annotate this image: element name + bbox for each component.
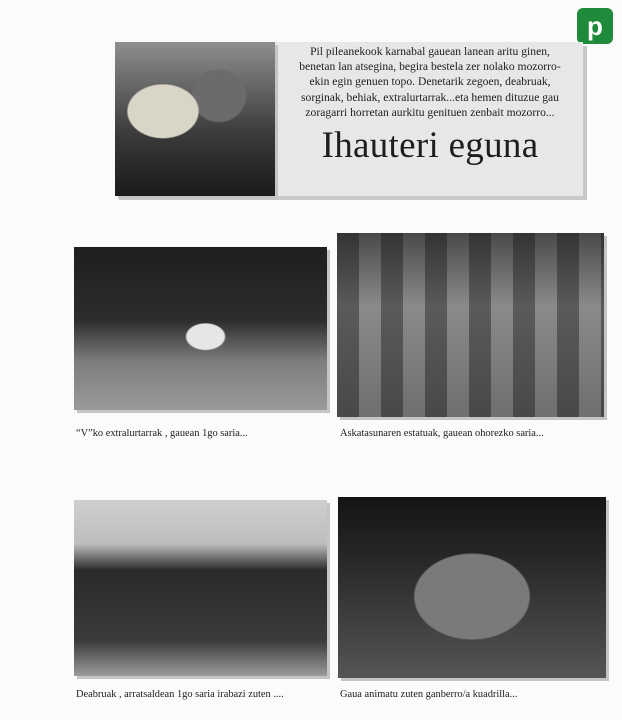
intro-line: sorginak, behiak, extralurtarrak...eta hemen dituzue gau: [301, 90, 559, 104]
logo-badge: [577, 8, 613, 44]
photo-aliens: [74, 247, 327, 410]
photo-group: [338, 497, 606, 678]
photo-caption: “V”ko extralurtarrak , gauean 1go saria...: [76, 428, 248, 439]
intro-line: Pil pileanekook karnabal gauean lanean aritu ginen,: [310, 45, 550, 58]
page-title: Ihauteri eguna: [321, 125, 539, 166]
logo-letter: p: [587, 11, 603, 41]
intro-line: zoragarri horretan aurkitu genituen zenbait mozorro...: [305, 105, 555, 119]
photo-caption: Askatasunaren estatuak, gauean ohorezko saria...: [340, 428, 544, 439]
photo-caption: Deabruak , arratsaldean 1go saria irabazi zuten ....: [76, 689, 284, 700]
intro-line: benetan lan atsegina, begira bestela zer nolako mozorro-: [299, 60, 561, 74]
photo-caption: Gaua animatu zuten ganberro/a kuadrilla...: [340, 689, 518, 700]
carnival-header-photo: [115, 42, 275, 196]
photo-devils: [74, 500, 327, 676]
intro-text: [282, 44, 578, 120]
intro-line: ekin egin genuen topo. Denetarik zegoen, deabruak,: [309, 75, 551, 89]
photo-statues-of-liberty: [337, 233, 604, 417]
